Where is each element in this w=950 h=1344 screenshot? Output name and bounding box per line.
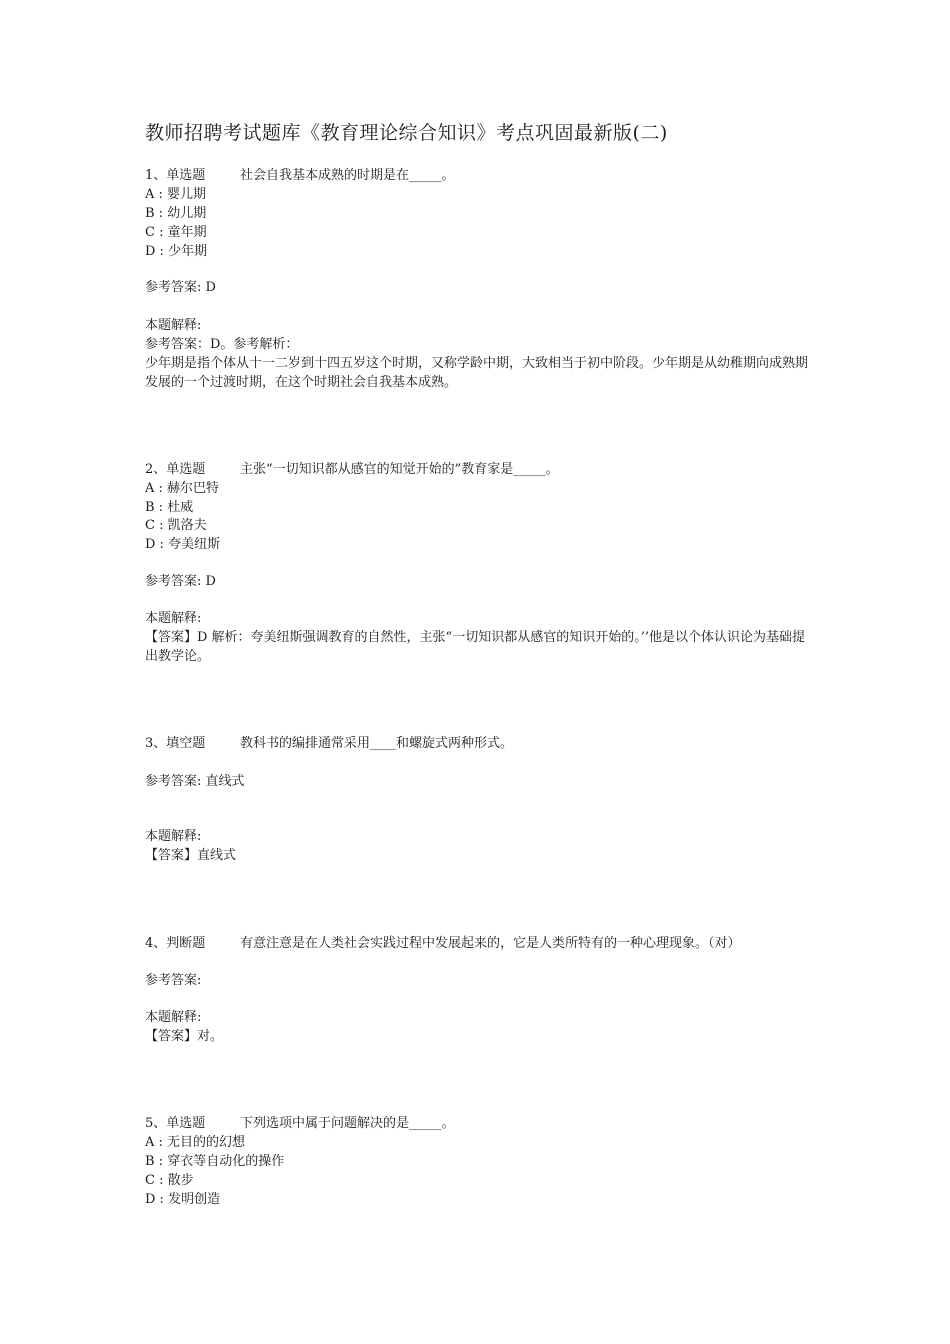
question-4-explain-line-1: 【答案】对。 [145, 1029, 224, 1044]
question-2-explain-line-1: 【答案】D 解析：夸美纽斯强调教育的自然性，主张“一切知识都从感官的知识开始的。’’他是以个体认识论为基础提出教学论。 [145, 630, 805, 664]
question-3-header [145, 734, 513, 753]
answer-value: D [205, 574, 216, 589]
answer-value: 直线式 [205, 774, 245, 789]
question-1-answer [145, 278, 216, 297]
question-2-option-d: D : 夸美纽斯 [145, 537, 221, 552]
question-3-stem: 教科书的编排通常采用____和螺旋式两种形式。 [240, 736, 514, 751]
question-5-option-c: C : 散步 [145, 1173, 194, 1188]
answer-label: 参考答案: [145, 774, 202, 789]
answer-label: 参考答案: [145, 280, 202, 295]
question-2-option-b: B : 杜威 [145, 500, 194, 515]
question-1-option-c: C : 童年期 [145, 225, 207, 240]
question-5-type: 5、单选题 [145, 1116, 206, 1131]
question-1-option-d: D : 少年期 [145, 244, 208, 259]
question-1-option-a: A : 婴儿期 [145, 187, 207, 202]
question-5-option-d: D : 发明创造 [145, 1192, 221, 1207]
question-3-type: 3、填空题 [145, 736, 206, 751]
question-1-type: 1、单选题 [145, 168, 206, 183]
question-2-option-a: A : 赫尔巴特 [145, 481, 220, 496]
question-1-explain-label: 本题解释: [145, 318, 202, 333]
question-4-type: 4、判断题 [145, 936, 206, 951]
question-1-explain-line-2: 少年期是指个体从十一二岁到十四五岁这个时期，又称学龄中期，大致相当于初中阶段。少年期是从幼稚期向成熟期发展的一个过渡时期，在这个时期社会自我基本成熟。 [145, 356, 809, 390]
question-5-header [145, 1114, 455, 1133]
answer-value: D [205, 280, 216, 295]
question-5-option-b: B : 穿衣等自动化的操作 [145, 1154, 285, 1169]
question-4-stem: 有意注意是在人类社会实践过程中发展起来的，它是人类所特有的一种心理现象。（对） [240, 936, 741, 951]
question-1-stem: 社会自我基本成熟的时期是在_____。 [240, 168, 455, 183]
question-3-explain-label: 本题解释: [145, 829, 202, 844]
question-4-header [145, 934, 741, 953]
question-2-type: 2、单选题 [145, 462, 206, 477]
question-5-option-a: A : 无目的的幻想 [145, 1135, 246, 1150]
question-2-explain-label: 本题解释: [145, 611, 202, 626]
question-2-header [145, 460, 559, 479]
question-4-explain-label: 本题解释: [145, 1010, 202, 1025]
answer-label: 参考答案: [145, 574, 202, 589]
question-2-option-c: C : 凯洛夫 [145, 518, 207, 533]
question-3-answer [145, 772, 245, 791]
page-title: 教师招聘考试题库《教育理论综合知识》考点巩固最新版(二) [145, 122, 668, 144]
question-1-explain-line-1: 参考答案：D。参考解析： [145, 337, 299, 352]
question-4-answer [145, 971, 206, 990]
question-1-header [145, 166, 455, 185]
question-5-stem: 下列选项中属于问题解决的是_____。 [240, 1116, 455, 1131]
answer-label: 参考答案: [145, 973, 202, 988]
question-2-answer [145, 572, 216, 591]
question-3-explain-line-1: 【答案】直线式 [145, 848, 237, 863]
question-1-option-b: B : 幼儿期 [145, 206, 207, 221]
question-2-stem: 主张“一切知识都从感官的知觉开始的”教育家是_____。 [240, 462, 559, 477]
